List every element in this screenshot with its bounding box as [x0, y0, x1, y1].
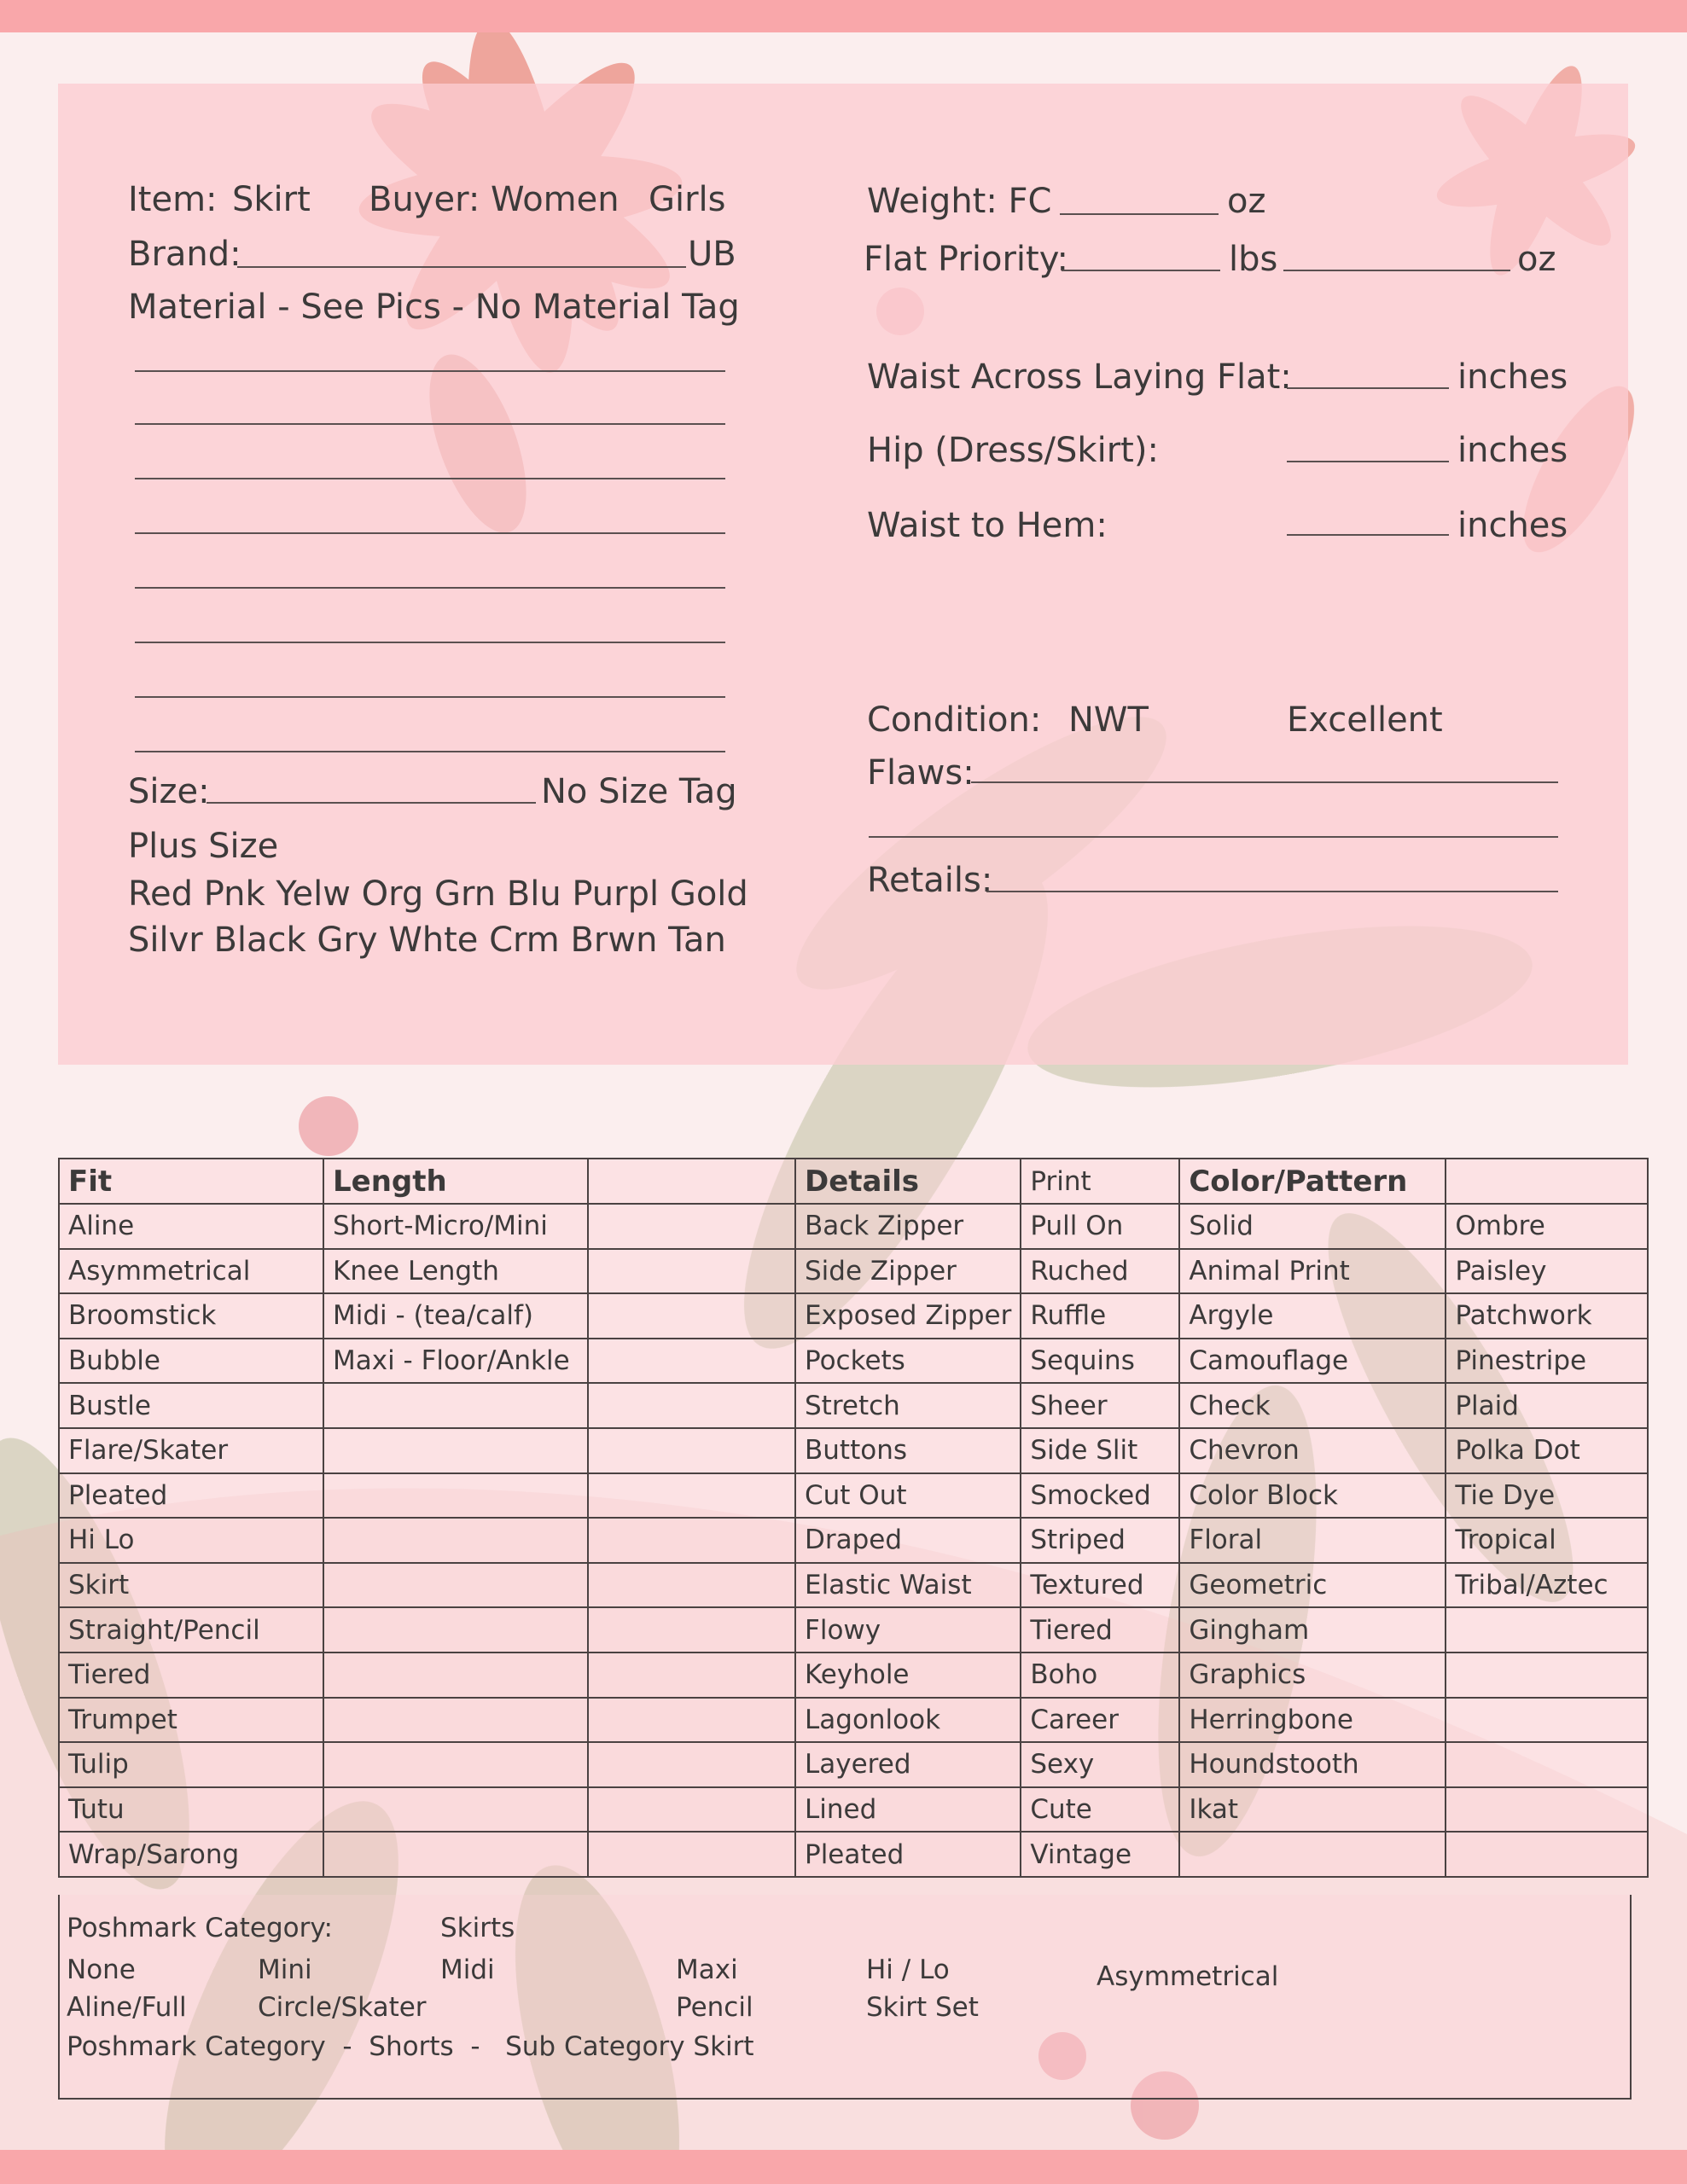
- column-header-fit: Fit: [59, 1159, 323, 1204]
- cell-color-pattern-2: [1446, 1653, 1648, 1698]
- attributes-table: [58, 1158, 1649, 1878]
- cell-blank: [588, 1293, 795, 1339]
- cell-length: [323, 1742, 588, 1787]
- material-field-line[interactable]: [135, 478, 725, 479]
- cell-color-pattern[interactable]: Check: [1179, 1383, 1446, 1428]
- cell-length: [323, 1787, 588, 1833]
- cell-fit[interactable]: Skirt: [59, 1563, 323, 1608]
- cell-fit[interactable]: Hi Lo: [59, 1518, 323, 1563]
- cell-color-pattern-2: [1446, 1832, 1648, 1877]
- cell-blank: [588, 1383, 795, 1428]
- condition-excellent-option[interactable]: Excellent: [1287, 700, 1443, 740]
- table-row: [59, 1204, 1648, 1249]
- cell-color-pattern[interactable]: Solid: [1179, 1204, 1446, 1249]
- cell-blank: [588, 1787, 795, 1833]
- flat-priority-lbs-field[interactable]: [1062, 270, 1220, 271]
- table-row: [59, 1832, 1648, 1877]
- flaws-field[interactable]: [971, 781, 1558, 783]
- flat-priority-oz-field[interactable]: [1283, 270, 1510, 271]
- cell-details[interactable]: Elastic Waist: [795, 1563, 1021, 1608]
- waist-field[interactable]: [1287, 387, 1449, 389]
- cell-length: [323, 1428, 588, 1473]
- cell-length[interactable]: Midi - (tea/calf): [323, 1293, 588, 1339]
- cell-color-pattern[interactable]: Argyle: [1179, 1293, 1446, 1339]
- cell-print[interactable]: Ruffle: [1021, 1293, 1179, 1339]
- category-asymmetrical[interactable]: Asymmetrical: [1097, 1961, 1279, 1992]
- hip-field[interactable]: [1287, 461, 1449, 462]
- column-header-details: Details: [795, 1159, 1021, 1204]
- cell-blank: [588, 1339, 795, 1384]
- category-mini[interactable]: Mini: [258, 1955, 312, 1985]
- cell-color-pattern-2: [1446, 1698, 1648, 1743]
- category-skirts[interactable]: Skirts: [440, 1913, 515, 1943]
- cell-color-pattern[interactable]: Geometric: [1179, 1563, 1446, 1608]
- table-row: [59, 1698, 1648, 1743]
- cell-length: [323, 1473, 588, 1519]
- cell-print[interactable]: Smocked: [1021, 1473, 1179, 1519]
- buyer-girls-option[interactable]: Girls: [649, 180, 726, 219]
- cell-details[interactable]: Pleated: [795, 1832, 1021, 1877]
- cell-print[interactable]: Sequins: [1021, 1339, 1179, 1384]
- cell-details[interactable]: Pockets: [795, 1339, 1021, 1384]
- cell-print[interactable]: Sexy: [1021, 1742, 1179, 1787]
- buyer-women-option[interactable]: Women: [491, 180, 620, 219]
- material-field-line[interactable]: [135, 587, 725, 589]
- color-options-row2[interactable]: Silvr Black Gry Whte Crm Brwn Tan: [128, 921, 726, 960]
- bottom-border-stripe: [0, 2150, 1687, 2184]
- buyer-label: Buyer:: [369, 180, 480, 219]
- item-label: Item:: [128, 180, 218, 219]
- cell-details[interactable]: Exposed Zipper: [795, 1293, 1021, 1339]
- hip-unit: inches: [1457, 431, 1568, 470]
- condition-nwt-option[interactable]: NWT: [1068, 700, 1149, 740]
- cell-details[interactable]: Cut Out: [795, 1473, 1021, 1519]
- material-field-line[interactable]: [135, 423, 725, 425]
- cell-color-pattern-2[interactable]: Pinestripe: [1446, 1339, 1648, 1384]
- brand-ub-option[interactable]: UB: [688, 235, 736, 274]
- table-header-row: [59, 1159, 1648, 1204]
- cell-blank: [588, 1249, 795, 1294]
- cell-print[interactable]: Career: [1021, 1698, 1179, 1743]
- brand-field[interactable]: [237, 266, 686, 268]
- weight-field[interactable]: [1060, 213, 1219, 215]
- cell-color-pattern[interactable]: Camouflage: [1179, 1339, 1446, 1384]
- flaws-label: Flaws:: [867, 753, 974, 793]
- cell-blank: [588, 1473, 795, 1519]
- item-info-panel: [58, 84, 1628, 1065]
- cell-length: [323, 1832, 588, 1877]
- cell-print[interactable]: Vintage: [1021, 1832, 1179, 1877]
- retails-label: Retails:: [867, 861, 993, 900]
- cell-fit[interactable]: Flare/Skater: [59, 1428, 323, 1473]
- category-hi-lo[interactable]: Hi / Lo: [866, 1955, 950, 1985]
- material-field-line[interactable]: [135, 696, 725, 698]
- table-row: [59, 1293, 1648, 1339]
- cell-color-pattern-2[interactable]: Polka Dot: [1446, 1428, 1648, 1473]
- table-row: [59, 1607, 1648, 1653]
- weight-label: Weight: FC: [867, 182, 1052, 221]
- top-border-stripe: [0, 0, 1687, 32]
- cell-print[interactable]: Side Slit: [1021, 1428, 1179, 1473]
- weight-unit: oz: [1227, 182, 1266, 221]
- cell-details[interactable]: Lagonlook: [795, 1698, 1021, 1743]
- flat-oz-unit: oz: [1517, 240, 1556, 279]
- cell-color-pattern[interactable]: Ikat: [1179, 1787, 1446, 1833]
- color-options-row1[interactable]: Red Pnk Yelw Org Grn Blu Purpl Gold: [128, 874, 748, 914]
- cell-length: [323, 1653, 588, 1698]
- material-line: Material - See Pics - No Material Tag: [128, 288, 740, 327]
- poshmark-shorts-line: Poshmark Category - Shorts - Sub Category Skirt: [67, 2031, 754, 2062]
- cell-length: [323, 1607, 588, 1653]
- cell-color-pattern-2[interactable]: Plaid: [1446, 1383, 1648, 1428]
- cell-print[interactable]: Ruched: [1021, 1249, 1179, 1294]
- brand-label: Brand:: [128, 235, 241, 274]
- flat-priority-label: Flat Priority:: [864, 240, 1068, 279]
- cell-details[interactable]: Buttons: [795, 1428, 1021, 1473]
- cell-fit[interactable]: Pleated: [59, 1473, 323, 1519]
- cell-fit[interactable]: Straight/Pencil: [59, 1607, 323, 1653]
- cell-color-pattern[interactable]: Floral: [1179, 1518, 1446, 1563]
- material-field-line[interactable]: [135, 751, 725, 752]
- cell-details[interactable]: Flowy: [795, 1607, 1021, 1653]
- cell-details[interactable]: Stretch: [795, 1383, 1021, 1428]
- table-row: [59, 1473, 1648, 1519]
- cell-color-pattern-2[interactable]: Ombre: [1446, 1204, 1648, 1249]
- item-value: Skirt: [232, 180, 311, 219]
- table-row: [59, 1787, 1648, 1833]
- cell-fit[interactable]: Aline: [59, 1204, 323, 1249]
- cell-blank: [588, 1563, 795, 1608]
- column-header-color-pattern: Color/Pattern: [1179, 1159, 1446, 1204]
- category-aline-full[interactable]: Aline/Full: [67, 1992, 187, 2023]
- cell-details[interactable]: Back Zipper: [795, 1204, 1021, 1249]
- column-header-print: Print: [1021, 1159, 1179, 1204]
- waist-to-hem-unit: inches: [1457, 506, 1568, 545]
- cell-color-pattern-2[interactable]: Paisley: [1446, 1249, 1648, 1294]
- cell-blank: [588, 1698, 795, 1743]
- waist-unit: inches: [1457, 357, 1568, 397]
- cell-length: [323, 1698, 588, 1743]
- cell-length: [323, 1563, 588, 1608]
- cell-details[interactable]: Layered: [795, 1742, 1021, 1787]
- cell-fit[interactable]: Trumpet: [59, 1698, 323, 1743]
- cell-color-pattern-2[interactable]: Tropical: [1446, 1518, 1648, 1563]
- cell-color-pattern-2[interactable]: Tribal/Aztec: [1446, 1563, 1648, 1608]
- cell-blank: [588, 1653, 795, 1698]
- table-row: [59, 1249, 1648, 1294]
- cell-print[interactable]: Tiered: [1021, 1607, 1179, 1653]
- size-field[interactable]: [207, 802, 536, 804]
- plus-size-option[interactable]: Plus Size: [128, 827, 279, 866]
- category-midi[interactable]: Midi: [440, 1955, 495, 1985]
- column-header-blank: [1446, 1159, 1648, 1204]
- cell-print[interactable]: Boho: [1021, 1653, 1179, 1698]
- cell-details[interactable]: Side Zipper: [795, 1249, 1021, 1294]
- material-field-line[interactable]: [135, 532, 725, 534]
- table-row: [59, 1653, 1648, 1698]
- cell-fit[interactable]: Wrap/Sarong: [59, 1832, 323, 1877]
- size-label: Size:: [128, 772, 210, 811]
- cell-blank: [588, 1607, 795, 1653]
- category-maxi[interactable]: Maxi: [676, 1955, 738, 1985]
- cell-length: [323, 1383, 588, 1428]
- cell-length: [323, 1518, 588, 1563]
- cell-length[interactable]: Short-Micro/Mini: [323, 1204, 588, 1249]
- cell-color-pattern-2[interactable]: Patchwork: [1446, 1293, 1648, 1339]
- no-size-tag-option[interactable]: No Size Tag: [541, 772, 737, 811]
- category-none[interactable]: None: [67, 1955, 136, 1985]
- cell-color-pattern[interactable]: Gingham: [1179, 1607, 1446, 1653]
- table-row: [59, 1428, 1648, 1473]
- cell-color-pattern[interactable]: Color Block: [1179, 1473, 1446, 1519]
- cell-print[interactable]: Cute: [1021, 1787, 1179, 1833]
- flaws-field-line2[interactable]: [869, 836, 1558, 838]
- material-field-line[interactable]: [135, 642, 725, 643]
- condition-label: Condition:: [867, 700, 1042, 740]
- cell-color-pattern-2: [1446, 1607, 1648, 1653]
- cell-color-pattern[interactable]: Graphics: [1179, 1653, 1446, 1698]
- cell-color-pattern-2: [1446, 1787, 1648, 1833]
- cell-color-pattern[interactable]: Chevron: [1179, 1428, 1446, 1473]
- cell-details[interactable]: Keyhole: [795, 1653, 1021, 1698]
- cell-fit[interactable]: Bustle: [59, 1383, 323, 1428]
- cell-blank: [588, 1204, 795, 1249]
- category-skirt-set[interactable]: Skirt Set: [866, 1992, 979, 2023]
- material-field-line[interactable]: [135, 370, 725, 372]
- cell-fit[interactable]: Tulip: [59, 1742, 323, 1787]
- cell-length[interactable]: Maxi - Floor/Ankle: [323, 1339, 588, 1384]
- cell-print[interactable]: Pull On: [1021, 1204, 1179, 1249]
- category-circle-skater[interactable]: Circle/Skater: [258, 1992, 427, 2023]
- cell-color-pattern[interactable]: Animal Print: [1179, 1249, 1446, 1294]
- cell-color-pattern[interactable]: Herringbone: [1179, 1698, 1446, 1743]
- column-header-length: Length: [323, 1159, 588, 1204]
- cell-fit[interactable]: Broomstick: [59, 1293, 323, 1339]
- cell-blank: [588, 1428, 795, 1473]
- waist-to-hem-label: Waist to Hem:: [867, 506, 1108, 545]
- cell-details[interactable]: Draped: [795, 1518, 1021, 1563]
- waist-label: Waist Across Laying Flat:: [867, 357, 1292, 397]
- cell-print[interactable]: Striped: [1021, 1518, 1179, 1563]
- cell-color-pattern: [1179, 1832, 1446, 1877]
- cell-color-pattern[interactable]: Houndstooth: [1179, 1742, 1446, 1787]
- table-row: [59, 1563, 1648, 1608]
- column-header-blank: [588, 1159, 795, 1204]
- cell-blank: [588, 1832, 795, 1877]
- cell-blank: [588, 1518, 795, 1563]
- cell-print[interactable]: Textured: [1021, 1563, 1179, 1608]
- cell-fit[interactable]: Tiered: [59, 1653, 323, 1698]
- category-pencil[interactable]: Pencil: [676, 1992, 753, 2023]
- cell-print[interactable]: Sheer: [1021, 1383, 1179, 1428]
- poshmark-category-label: Poshmark Category:: [67, 1913, 333, 1943]
- table-row: [59, 1383, 1648, 1428]
- cell-color-pattern-2[interactable]: Tie Dye: [1446, 1473, 1648, 1519]
- cell-blank: [588, 1742, 795, 1787]
- table-row: [59, 1518, 1648, 1563]
- cell-fit[interactable]: Tutu: [59, 1787, 323, 1833]
- waist-to-hem-field[interactable]: [1287, 534, 1449, 536]
- retails-field[interactable]: [986, 891, 1558, 892]
- cell-fit[interactable]: Bubble: [59, 1339, 323, 1384]
- cell-color-pattern-2: [1446, 1742, 1648, 1787]
- cell-details[interactable]: Lined: [795, 1787, 1021, 1833]
- table-row: [59, 1742, 1648, 1787]
- hip-label: Hip (Dress/Skirt):: [867, 431, 1159, 470]
- cell-length[interactable]: Knee Length: [323, 1249, 588, 1294]
- table-row: [59, 1339, 1648, 1384]
- cell-fit[interactable]: Asymmetrical: [59, 1249, 323, 1294]
- flat-lbs-unit: lbs: [1229, 240, 1278, 279]
